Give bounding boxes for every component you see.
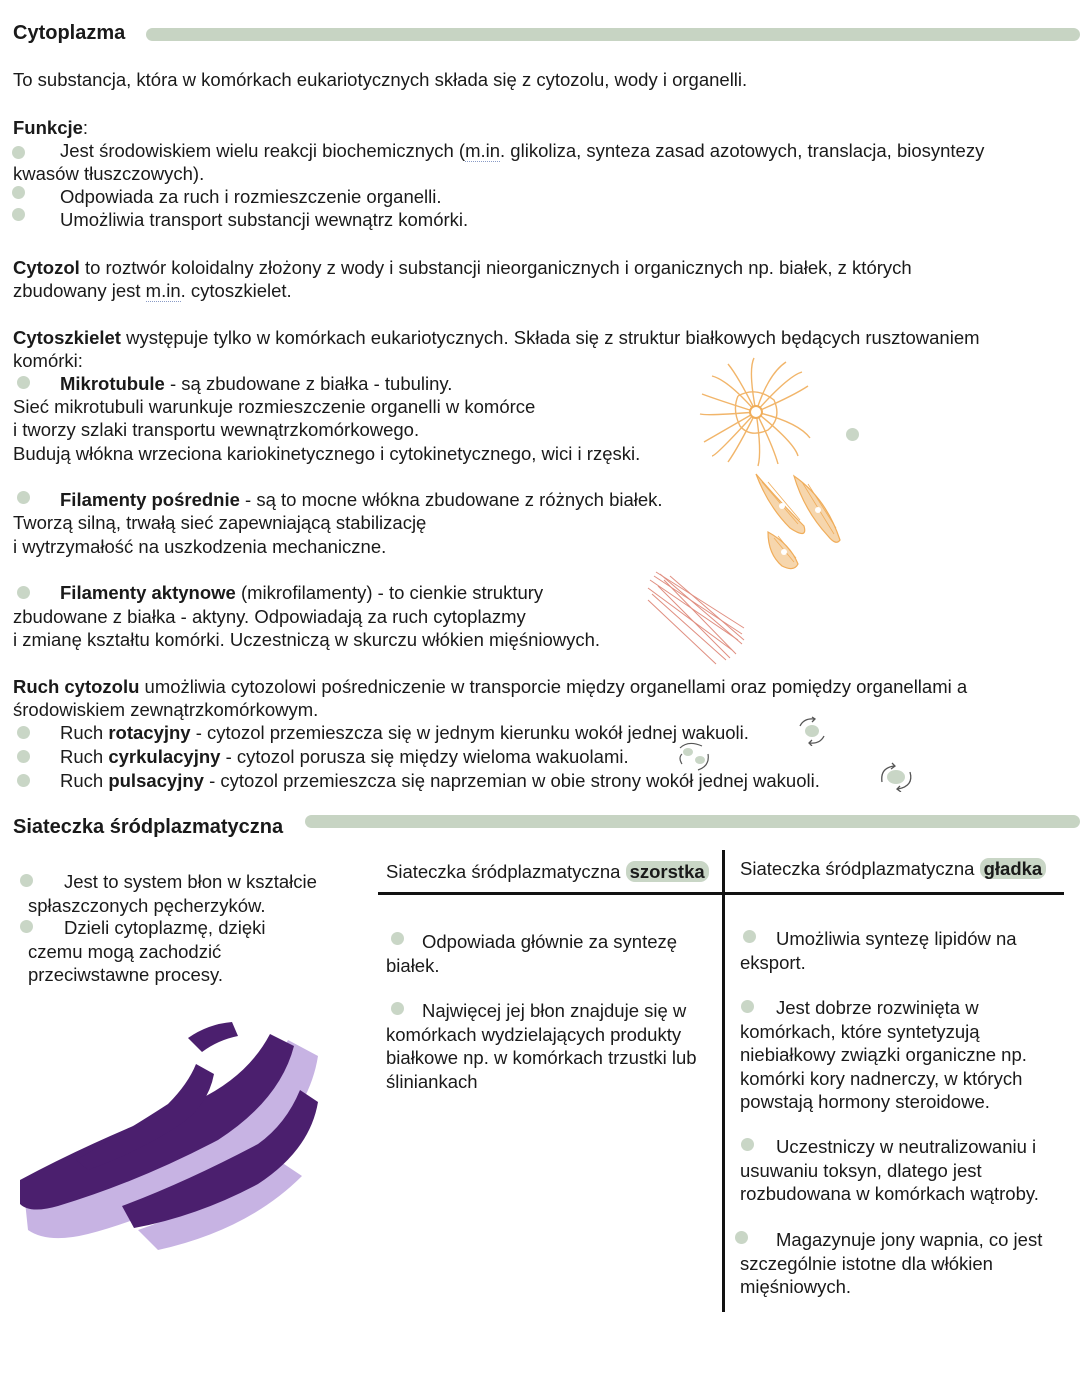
filamenty-aktynowe-line1: Filamenty aktynowe (mikrofilamenty) - to cienkie struktury: [60, 582, 544, 603]
ruch-cytozolu-line1: Ruch cytozolu umożliwia cytozolowi pośredniczenie w transporcie między organellami oraz pomiędzy organellami a: [13, 676, 968, 697]
bullet-dot: [846, 428, 859, 441]
ruch-item-pulsacyjny: Ruch pulsacyjny - cytozol przemieszcza się naprzemian w obie strony wokół jednej wakuoli.: [60, 770, 820, 791]
bullet-dot: [12, 146, 25, 159]
smooth-item-2: Jest dobrze rozwinięta w komórkach, które syntetyzują niebiałkowy związki organiczne np. komórki kory nadnerczy, w których powstają hormony steroidowe.: [740, 997, 1027, 1112]
ruch-cytozolu-line2: środowiskiem zewnątrzkomórkowym.: [13, 699, 319, 720]
pulsation-cycle-icon: [876, 762, 918, 792]
intro-text: To substancja, która w komórkach eukariotycznych składa się z cytozolu, wody i organelli.: [13, 69, 748, 90]
filamenty-posrednie-line3: i wytrzymałość na uszkodzenia mechaniczne.: [13, 536, 387, 557]
bullet-dot: [17, 491, 30, 504]
cytoszkielet-line1: Cytoszkielet występuje tylko w komórkach eukariotycznych. Składa się z struktur białkowych będących rusztowaniem: [13, 327, 980, 348]
funkcje-heading: Funkcje:: [13, 117, 89, 138]
section-title-cytoplazma: Cytoplazma: [13, 22, 126, 44]
function-item-1-line2: kwasów tłuszczowych).: [13, 163, 205, 184]
er-left-item-2: Dzieli cytoplazmę, dzięki czemu mogą zachodzić przeciwstawne procesy.: [28, 917, 266, 985]
mikrotubule-line3: i tworzy szlaki transportu wewnątrzkomórkowego.: [13, 419, 420, 440]
section-title-siateczka: Siateczka śródplazmatyczna: [13, 816, 284, 838]
bullet-dot: [17, 750, 30, 763]
table-column-divider: [722, 850, 725, 1312]
table-header-rough: Siateczka śródplazmatyczna szorstka: [386, 860, 709, 884]
bullet-dot: [17, 774, 30, 787]
smooth-item-1: Umożliwia syntezę lipidów na eksport.: [740, 928, 1017, 973]
filamenty-posrednie-line2: Tworzą silną, trwałą sieć zapewniającą stabilizację: [13, 512, 427, 533]
smooth-item-3: Uczestniczy w neutralizowaniu i usuwaniu toksyn, dlatego jest rozbudowana w komórkach wątroby.: [740, 1136, 1039, 1204]
cytoszkielet-line2: komórki:: [13, 350, 83, 371]
function-item-3: Umożliwia transport substancji wewnątrz komórki.: [60, 209, 469, 230]
ruch-item-rotacyjny: Ruch rotacyjny - cytozol przemieszcza się w jednym kierunku wokół jednej wakuoli.: [60, 722, 749, 743]
rough-item-2: Najwięcej jej błon znajduje się w komórkach wydzielających produkty białkowe np. w komórkach trzustki lub śliniankach: [386, 1000, 697, 1092]
microtubule-illustration: [698, 356, 814, 468]
table-header-divider: [378, 892, 1064, 895]
er-left-item-1: Jest to system błon w kształcie spłaszczonych pęcherzyków.: [28, 871, 317, 916]
bullet-dot: [17, 376, 30, 389]
cytozol-line2: zbudowany jest m.in. cytoszkielet.: [13, 280, 292, 301]
endoplasmic-reticulum-illustration: [18, 1020, 328, 1252]
bullet-dot: [12, 208, 25, 221]
filamenty-aktynowe-line2: zbudowane z białka - aktyny. Odpowiadają za ruch cytoplazmy: [13, 606, 526, 627]
section-divider-bar: [146, 28, 1080, 41]
mikrotubule-line4: Budują włókna wrzeciona kariokinetycznego i cytokinetycznego, wici i rzęski.: [13, 443, 641, 464]
filamenty-posrednie-line1: Filamenty pośrednie - są to mocne włókna zbudowane z różnych białek.: [60, 489, 663, 510]
cytozol-line1: Cytozol to roztwór koloidalny złożony z wody i substancji nieorganicznych i organicznych np. białek, z których: [13, 257, 912, 278]
mikrotubule-line1: Mikrotubule - są zbudowane z białka - tubuliny.: [60, 373, 453, 394]
actin-filament-illustration: [646, 570, 746, 666]
rotation-cycle-icon: [796, 716, 830, 746]
circulation-cycle-icon: [676, 740, 712, 772]
bullet-dot: [17, 726, 30, 739]
bullet-dot: [17, 586, 30, 599]
bullet-dot: [12, 186, 25, 199]
function-item-1-line1: Jest środowiskiem wielu reakcji biochemicznych (m.in. glikoliza, synteza zasad azotowych, translacja, biosyntezy: [60, 140, 985, 161]
smooth-item-4: Magazynuje jony wapnia, co jest szczególnie istotne dla włókien mięśniowych.: [740, 1229, 1043, 1297]
rough-item-1: Odpowiada głównie za syntezę białek.: [386, 931, 678, 976]
intermediate-filament-illustration: [748, 470, 848, 576]
section-divider-bar: [305, 815, 1080, 828]
ruch-item-cyrkulacyjny: Ruch cyrkulacyjny - cytozol porusza się między wieloma wakuolami.: [60, 746, 629, 767]
table-header-smooth: Siateczka śródplazmatyczna gładka: [740, 857, 1046, 881]
function-item-2: Odpowiada za ruch i rozmieszczenie organelli.: [60, 186, 442, 207]
mikrotubule-line2: Sieć mikrotubuli warunkuje rozmieszczenie organelli w komórce: [13, 396, 536, 417]
filamenty-aktynowe-line3: i zmianę kształtu komórki. Uczestniczą w skurczu włókien mięśniowych.: [13, 629, 601, 650]
